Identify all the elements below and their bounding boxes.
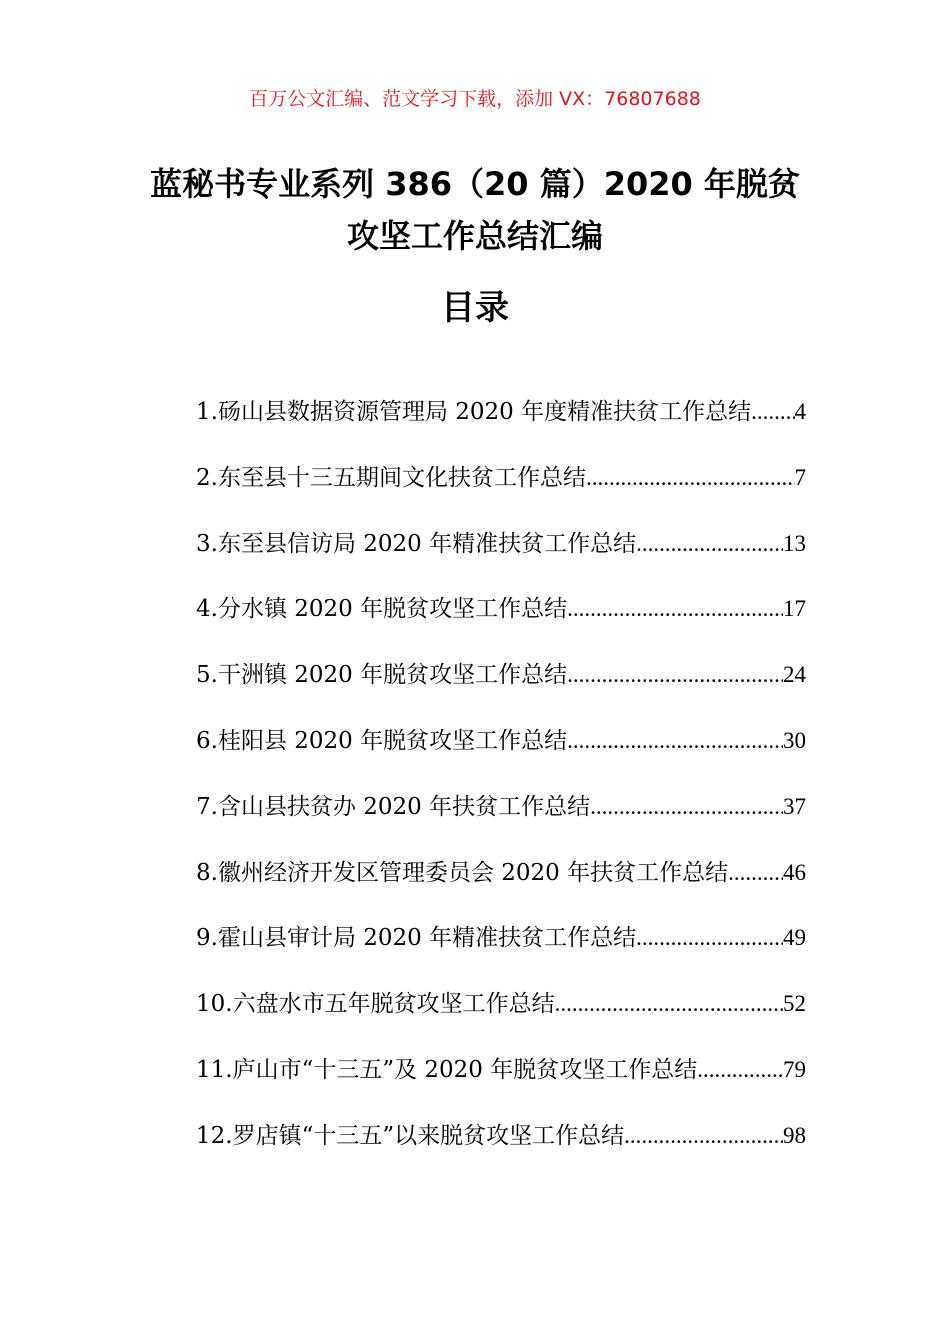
toc-entry-3[interactable] — [196, 524, 806, 590]
toc-page-number: 7 — [794, 464, 806, 490]
toc-dot-leader — [567, 721, 783, 761]
toc-page-number: 49 — [783, 925, 806, 951]
toc-entry-title: 12.罗店镇“十三五”以来脱贫攻坚工作总结 — [196, 1122, 625, 1149]
toc-dot-leader — [751, 392, 794, 432]
toc-page-number: 30 — [783, 727, 806, 753]
toc-dot-leader — [590, 787, 783, 827]
toc-page-number: 98 — [783, 1122, 806, 1148]
document-title — [120, 158, 830, 262]
toc-entry-title: 3.东至县信访局 2020 年精准扶贫工作总结 — [196, 530, 637, 557]
document-title-line-2: 攻坚工作总结汇编 — [346, 217, 603, 255]
toc-entry-8[interactable] — [196, 853, 806, 919]
toc-entry-title: 9.霍山县审计局 2020 年精准扶贫工作总结 — [196, 925, 637, 952]
toc-entry-11[interactable] — [196, 1050, 806, 1116]
toc-page-number: 17 — [783, 596, 806, 622]
toc-entry-9[interactable] — [196, 918, 806, 984]
toc-dot-leader — [636, 524, 783, 564]
toc-entry-title: 11.庐山市“十三五”及 2020 年脱贫攻坚工作总结 — [196, 1056, 698, 1083]
toc-entry-10[interactable] — [196, 984, 806, 1050]
toc-page-number: 46 — [783, 859, 806, 885]
toc-entry-5[interactable] — [196, 655, 806, 721]
toc-entry-title: 5.干洲镇 2020 年脱贫攻坚工作总结 — [196, 662, 568, 689]
header-note: 百万公文汇编、范文学习下载，添加 VX：76807688 — [249, 88, 701, 110]
toc-entry-title: 10.六盘水市五年脱贫攻坚工作总结 — [196, 991, 555, 1018]
toc-entry-1[interactable] — [196, 392, 806, 458]
toc-dot-leader — [567, 655, 783, 695]
toc-dot-leader — [697, 1050, 783, 1090]
document-title-line-1: 蓝秘书专业系列 386（20 篇）2020 年脱贫 — [150, 165, 800, 203]
toc-dot-leader — [586, 458, 795, 498]
toc-entry-title: 7.含山县扶贫办 2020 年扶贫工作总结 — [196, 793, 591, 820]
toc-page-number: 52 — [783, 991, 806, 1017]
toc-page-number: 13 — [783, 530, 806, 556]
toc-dot-leader — [624, 1116, 783, 1156]
toc-entry-title: 1.砀山县数据资源管理局 2020 年度精准扶贫工作总结 — [196, 399, 752, 425]
toc-entry-2[interactable] — [196, 458, 806, 524]
toc-page-number: 24 — [783, 662, 806, 688]
toc-page-number: 37 — [783, 793, 806, 819]
toc-entry-title: 2.东至县十三五期间文化扶贫工作总结 — [196, 464, 586, 491]
toc-entry-4[interactable] — [196, 589, 806, 655]
toc-heading: 目录 — [441, 288, 509, 328]
table-of-contents — [196, 392, 806, 1182]
toc-entry-title: 4.分水镇 2020 年脱贫攻坚工作总结 — [196, 596, 568, 623]
toc-dot-leader — [728, 853, 783, 893]
toc-dot-leader — [555, 984, 783, 1024]
toc-entry-6[interactable] — [196, 721, 806, 787]
toc-dot-leader — [567, 589, 783, 629]
toc-page-number: 79 — [783, 1056, 806, 1082]
toc-entry-7[interactable] — [196, 787, 806, 853]
toc-entry-title: 8.徽州经济开发区管理委员会 2020 年扶贫工作总结 — [196, 859, 729, 886]
toc-dot-leader — [636, 918, 783, 958]
toc-entry-title: 6.桂阳县 2020 年脱贫攻坚工作总结 — [196, 727, 568, 754]
toc-entry-12[interactable] — [196, 1116, 806, 1182]
toc-page-number: 4 — [794, 399, 806, 424]
